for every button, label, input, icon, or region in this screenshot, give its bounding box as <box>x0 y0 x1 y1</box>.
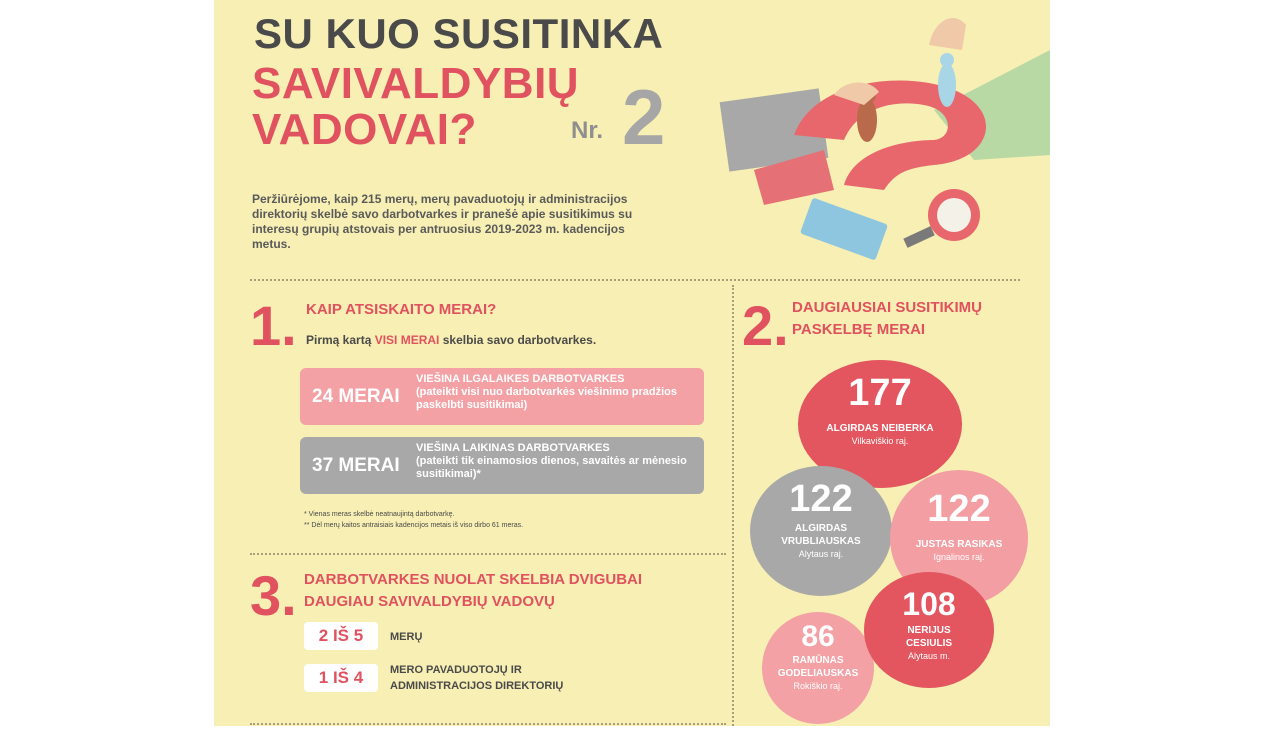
infographic-poster <box>214 0 1050 726</box>
bubble-mayor-5: 86 RAMŪNAS GODELIAUSKAS Rokiškio raj. <box>762 612 874 724</box>
ratio-chip-deputies: 1 IŠ 4 <box>304 664 378 692</box>
separator-top <box>250 279 1020 281</box>
bubble-mayor-2: 122 ALGIRDAS VRUBLIAUSKAS Alytaus raj. <box>750 466 892 596</box>
section-3-title-line-1: DARBOTVARKES NUOLAT SKELBIA DVIGUBAI <box>304 571 643 588</box>
temporary-count: 37 MERAI <box>312 455 400 476</box>
section-3-number: 3. <box>250 564 297 627</box>
section-3-title-line-2: DAUGIAU SAVIVALDYBIŲ VADOVŲ <box>304 593 555 610</box>
intro-paragraph: Peržiūrėjome, kaip 215 merų, merų pavaduotojų ir administracijos direktorių skelbė savo darbotvarkes ir pranešė apie susitikimus su interesų grupių atstovais per antruosius 2019-2023 m. kadencijos metus. <box>252 192 633 251</box>
dark-chess-piece <box>857 98 877 142</box>
bubble-mayor-1: 177 ALGIRDAS NEIBERKA Vilkaviškio raj. <box>798 360 962 488</box>
title-line-2: SAVIVALDYBIŲ <box>252 59 580 108</box>
long-term-agenda-box <box>300 368 704 425</box>
ratio-label-mayors: MERŲ <box>390 631 423 643</box>
magnifier-lens <box>937 198 971 232</box>
separator-middle <box>250 553 726 555</box>
section-1-title: KAIP ATSISKAITO MERAI? <box>306 301 497 318</box>
issue-label: Nr. <box>571 117 604 144</box>
section-2-title-line-1: DAUGIAUSIAI SUSITIKIMŲ <box>792 299 983 316</box>
clipboard-shape <box>800 197 888 260</box>
section-2-title-line-2: PASKELBĘ MERAI <box>792 321 926 338</box>
separator-vertical <box>732 285 734 726</box>
section-1-number: 1. <box>250 294 297 357</box>
bubble-mayor-3: 122 JUSTAS RASIKAS Ignalinos raj. <box>890 470 1028 606</box>
long-term-description: VIEŠINA ILGALAIKES DARBOTVARKES (pateikti visi nuo darbotvarkės viešinimo pradžios paskelbti susitikimai) <box>416 373 678 411</box>
right-hand-shape <box>929 18 966 50</box>
ratio-label-deputies: MERO PAVADUOTOJŲ IR ADMINISTRACIJOS DIREKTORIŲ <box>390 664 564 692</box>
title-line-1: SU KUO SUSITINKA <box>254 10 664 57</box>
bubble-mayor-4: 108 NERIJUS CESIULIS Alytaus m. <box>864 572 994 688</box>
issue-number: 2 <box>622 73 666 161</box>
temporary-description: VIEŠINA LAIKINAS DARBOTVARKES (pateikti tik einamosios dienos, savaitės ar mėnesio susitikimai)* <box>416 442 687 480</box>
section-1-subtitle: Pirmą kartą VISI MERAI skelbia savo darbotvarkes. <box>306 333 597 347</box>
temporary-agenda-box <box>300 437 704 494</box>
footnote-1: * Vienas meras skelbė neatnaujintą darbotvarkę. <box>304 511 455 518</box>
long-term-count: 24 MERAI <box>312 386 400 407</box>
footnote-2: ** Dėl merų kaitos antraisiais kadencijos metais iš viso dirbo 61 meras. <box>304 522 524 529</box>
separator-bottom <box>250 723 726 725</box>
chess-question-mark-illustration <box>704 0 1050 270</box>
magnifier-handle <box>903 226 934 248</box>
light-chess-piece <box>938 63 956 107</box>
ratio-chip-mayors: 2 IŠ 5 <box>304 622 378 650</box>
title-line-3: VADOVAI? <box>252 105 477 154</box>
section-2-number: 2. <box>742 294 789 357</box>
light-chess-piece-head <box>940 53 954 67</box>
